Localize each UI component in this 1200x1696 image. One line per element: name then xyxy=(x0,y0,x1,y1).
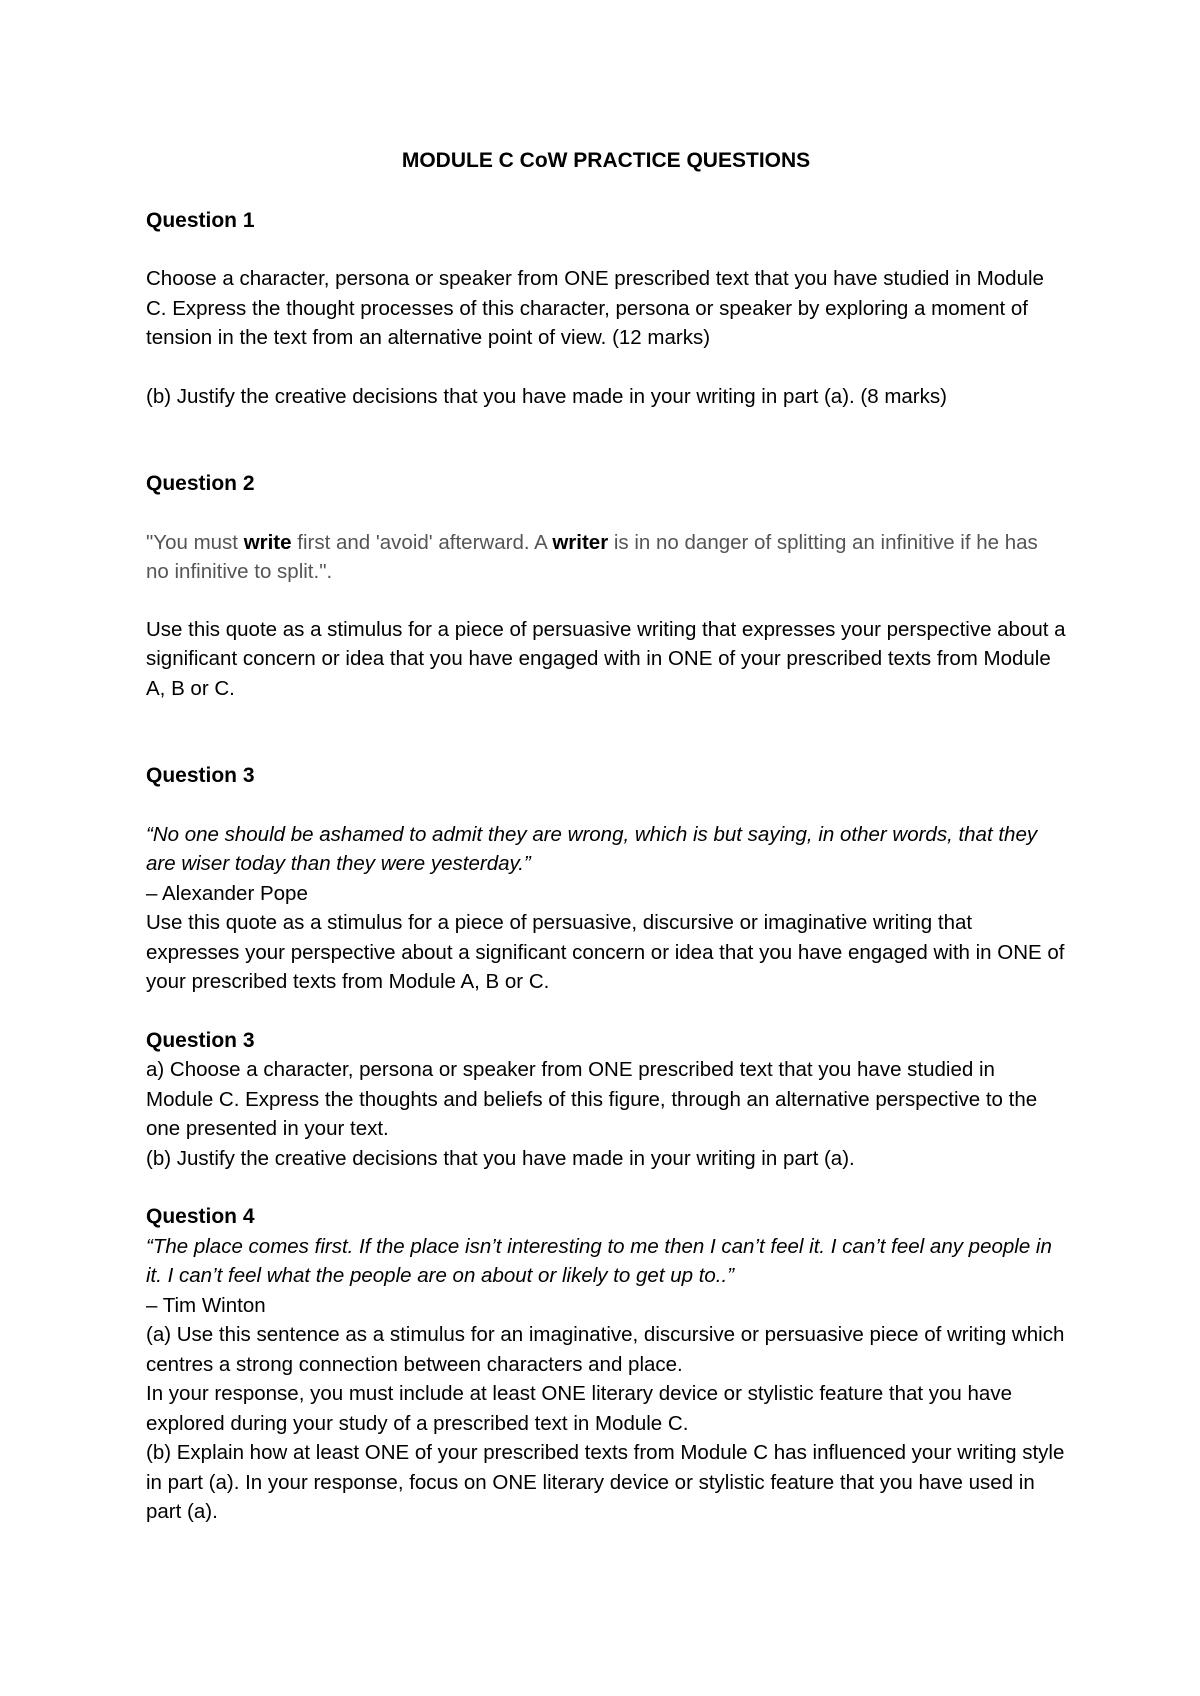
question-3-task: Use this quote as a stimulus for a piece of persuasive, discursive or imaginative writing that expresses your perspective about a significant concern or idea that you have engaged with in ONE of your prescribed texts from Module A, B or C. xyxy=(146,911,1065,993)
question-4-part-a-continued: In your response, you must include at least ONE literary device or stylistic feature that you have explored during your study of a prescribed text in Module C. xyxy=(146,1382,1012,1435)
document-body xyxy=(146,146,1066,1527)
question-4-part-a: (a) Use this sentence as a stimulus for an imaginative, discursive or persuasive piece of writing which centres a strong connection between characters and place. xyxy=(146,1323,1065,1376)
question-2-task: Use this quote as a stimulus for a piece of persuasive writing that expresses your perspective about a significant concern or idea that you have engaged with in ONE of your prescribed texts from Module A, B or C. xyxy=(146,617,1066,700)
question-3b-part-a: a) Choose a character, persona or speaker from ONE prescribed text that you have studied in Module C. Express the thoughts and beliefs of this figure, through an alternative perspective to the one presented in your text. xyxy=(146,1058,1038,1140)
quote-bold-word: writer xyxy=(552,530,609,554)
quote-text: first and 'avoid' afterward. A xyxy=(291,530,553,554)
question-1-part-a: Choose a character, persona or speaker from ONE prescribed text that you have studied in Module C. Express the thought processes of this character, persona or speaker by exploring a moment of tension in the text from an alternative point of view. (12 marks) xyxy=(146,267,1044,349)
page-title: MODULE C CoW PRACTICE QUESTIONS xyxy=(401,149,811,172)
question-3-quote: “No one should be ashamed to admit they are wrong, which is but saying, in other words, that they are wiser today than they were yesterday.” xyxy=(146,822,1038,875)
quote-text: "You must xyxy=(146,530,244,554)
quote-bold-word: write xyxy=(243,530,292,554)
question-4-quote-author: – Tim Winton xyxy=(146,1293,266,1317)
question-3-heading: Question 3 xyxy=(146,764,255,787)
quote-text: is in no danger of splitting an infinitive if he has no infinitive to split.". xyxy=(146,530,1038,583)
question-4-part-b: (b) Explain how at least ONE of your prescribed texts from Module C has influenced your writing style in part (a). In your response, focus on ONE literary device or stylistic feature that you have used in part (a). xyxy=(146,1441,1065,1523)
question-2-quote xyxy=(146,528,1066,586)
question-4-quote: “The place comes first. If the place isn’t interesting to me then I can’t feel it. I can’t feel any people in it. I can’t feel what the people are on about or likely to get up to..” xyxy=(146,1234,1052,1287)
question-4-heading: Question 4 xyxy=(146,1205,255,1228)
question-3-quote-author: – Alexander Pope xyxy=(146,881,308,905)
question-3b-heading: Question 3 xyxy=(146,1028,255,1052)
question-3b-part-b: (b) Justify the creative decisions that you have made in your writing in part (a). xyxy=(146,1146,855,1170)
question-1-heading: Question 1 xyxy=(146,208,255,232)
question-2-heading: Question 2 xyxy=(146,472,255,495)
question-1-part-b: (b) Justify the creative decisions that you have made in your writing in part (a). (8 marks) xyxy=(146,384,947,408)
